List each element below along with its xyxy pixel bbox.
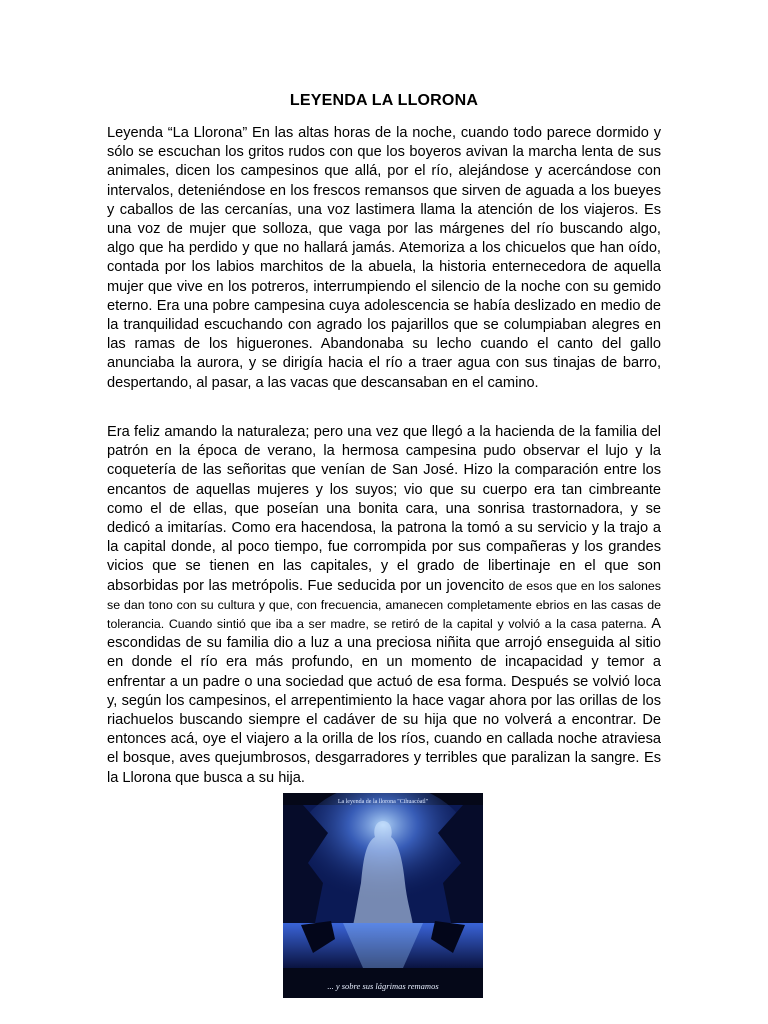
figure-caption: ... y sobre sus lágrimas remamos xyxy=(327,981,439,991)
figure-header: La leyenda de la llorona "Cihuacóatl" xyxy=(337,799,429,805)
document-title: LEYENDA LA LLORONA xyxy=(289,92,479,109)
paragraph-2-part-3: A escondidas de su familia dio a luz a una preciosa niñita que arrojó enseguida al sitio en donde el río era más profundo, en un momento de incapacidad y temor a enfrentar a un padre o una sociedad que actuó de esa forma. Después se volvió loca y, según los campesinos, el arrepentimiento la hace vagar ahora por las orillas de los riachuelos buscando siempre el cadáver de su hija que no volverá a encontrar. De entonces acá, oye el viajero a la orilla de los ríos, cuando en callada noche atraviesa el bosque, aves quejumbrosos, desgarradores y terribles que paralizan la sangre. Es la Llorona que busca a su hija. xyxy=(107,616,661,786)
paragraph-2-small-text: de esos que en los salones se dan tono con su cultura y que, con frecuencia, amanecen completamente ebrios en las casas de tolerancia. Cuando sintió que iba a ser madre, se retiró de la capital y volvió a la casa paterna. xyxy=(107,578,661,632)
paragraph-2-part-1: Era feliz amando la naturaleza; pero una vez que llegó a la hacienda de la familia del patrón en la época de verano, la hermosa campesina pudo observar el lujo y la coquetería de las señoritas que venían de San José. Hizo la comparación entre los encantos de aquellas mujeres y los suyos; vio que su cuerpo era tan cimbreante como el de ellas, que poseían una bonita cara, una sonrisa trastornadora, y se dedicó a imitarías. Como era hacendosa, la patrona la tomó a su servicio y la trajo a la capital donde, al poco tiempo, fue corrompida por sus compañeras y los grandes vicios que se tienen en las capitales, y el grado de libertinaje en el que son absorbidas por las metrópolis. Fue seducida por un jovencito xyxy=(107,424,661,594)
paragraph-1: Leyenda “La Llorona” En las altas horas de la noche, cuando todo parece dormido y sólo se escuchan los gritos rudos con que los boyeros avivan la marcha lenta de sus animales, dicen los campesinos que allá, por el río, alejándose y acercándose con intervalos, deteniéndose en los frescos remansos que sirven de aguada a los bueyes y caballos de las cercanías, una voz lastimera llama la atención de los viajeros. Es una voz de mujer que solloza, que vaga por las márgenes del río buscando algo, algo que ha perdido y que no hallará jamás. Atemoriza a los chicuelos que han oído, contada por los labios marchitos de la abuela, la historia enternecedora de aquella mujer que vive en los potreros, interrumpiendo el silencio de la noche con su gemido eterno. Era una pobre campesina cuya adolescencia se había deslizado en medio de la tranquilidad escuchando con agrado los pajarillos que se columpiaban alegres en las ramas de los higuerones. Abandonaba su lecho cuando el canto del gallo anunciaba la aurora, y se dirigía hacia el río a traer agua con sus tinajas de barro, despertando, al pasar, a las vacas que descansaban en el camino. xyxy=(107,125,661,391)
paragraph-2 xyxy=(107,423,661,788)
llorona-illustration xyxy=(283,793,483,998)
